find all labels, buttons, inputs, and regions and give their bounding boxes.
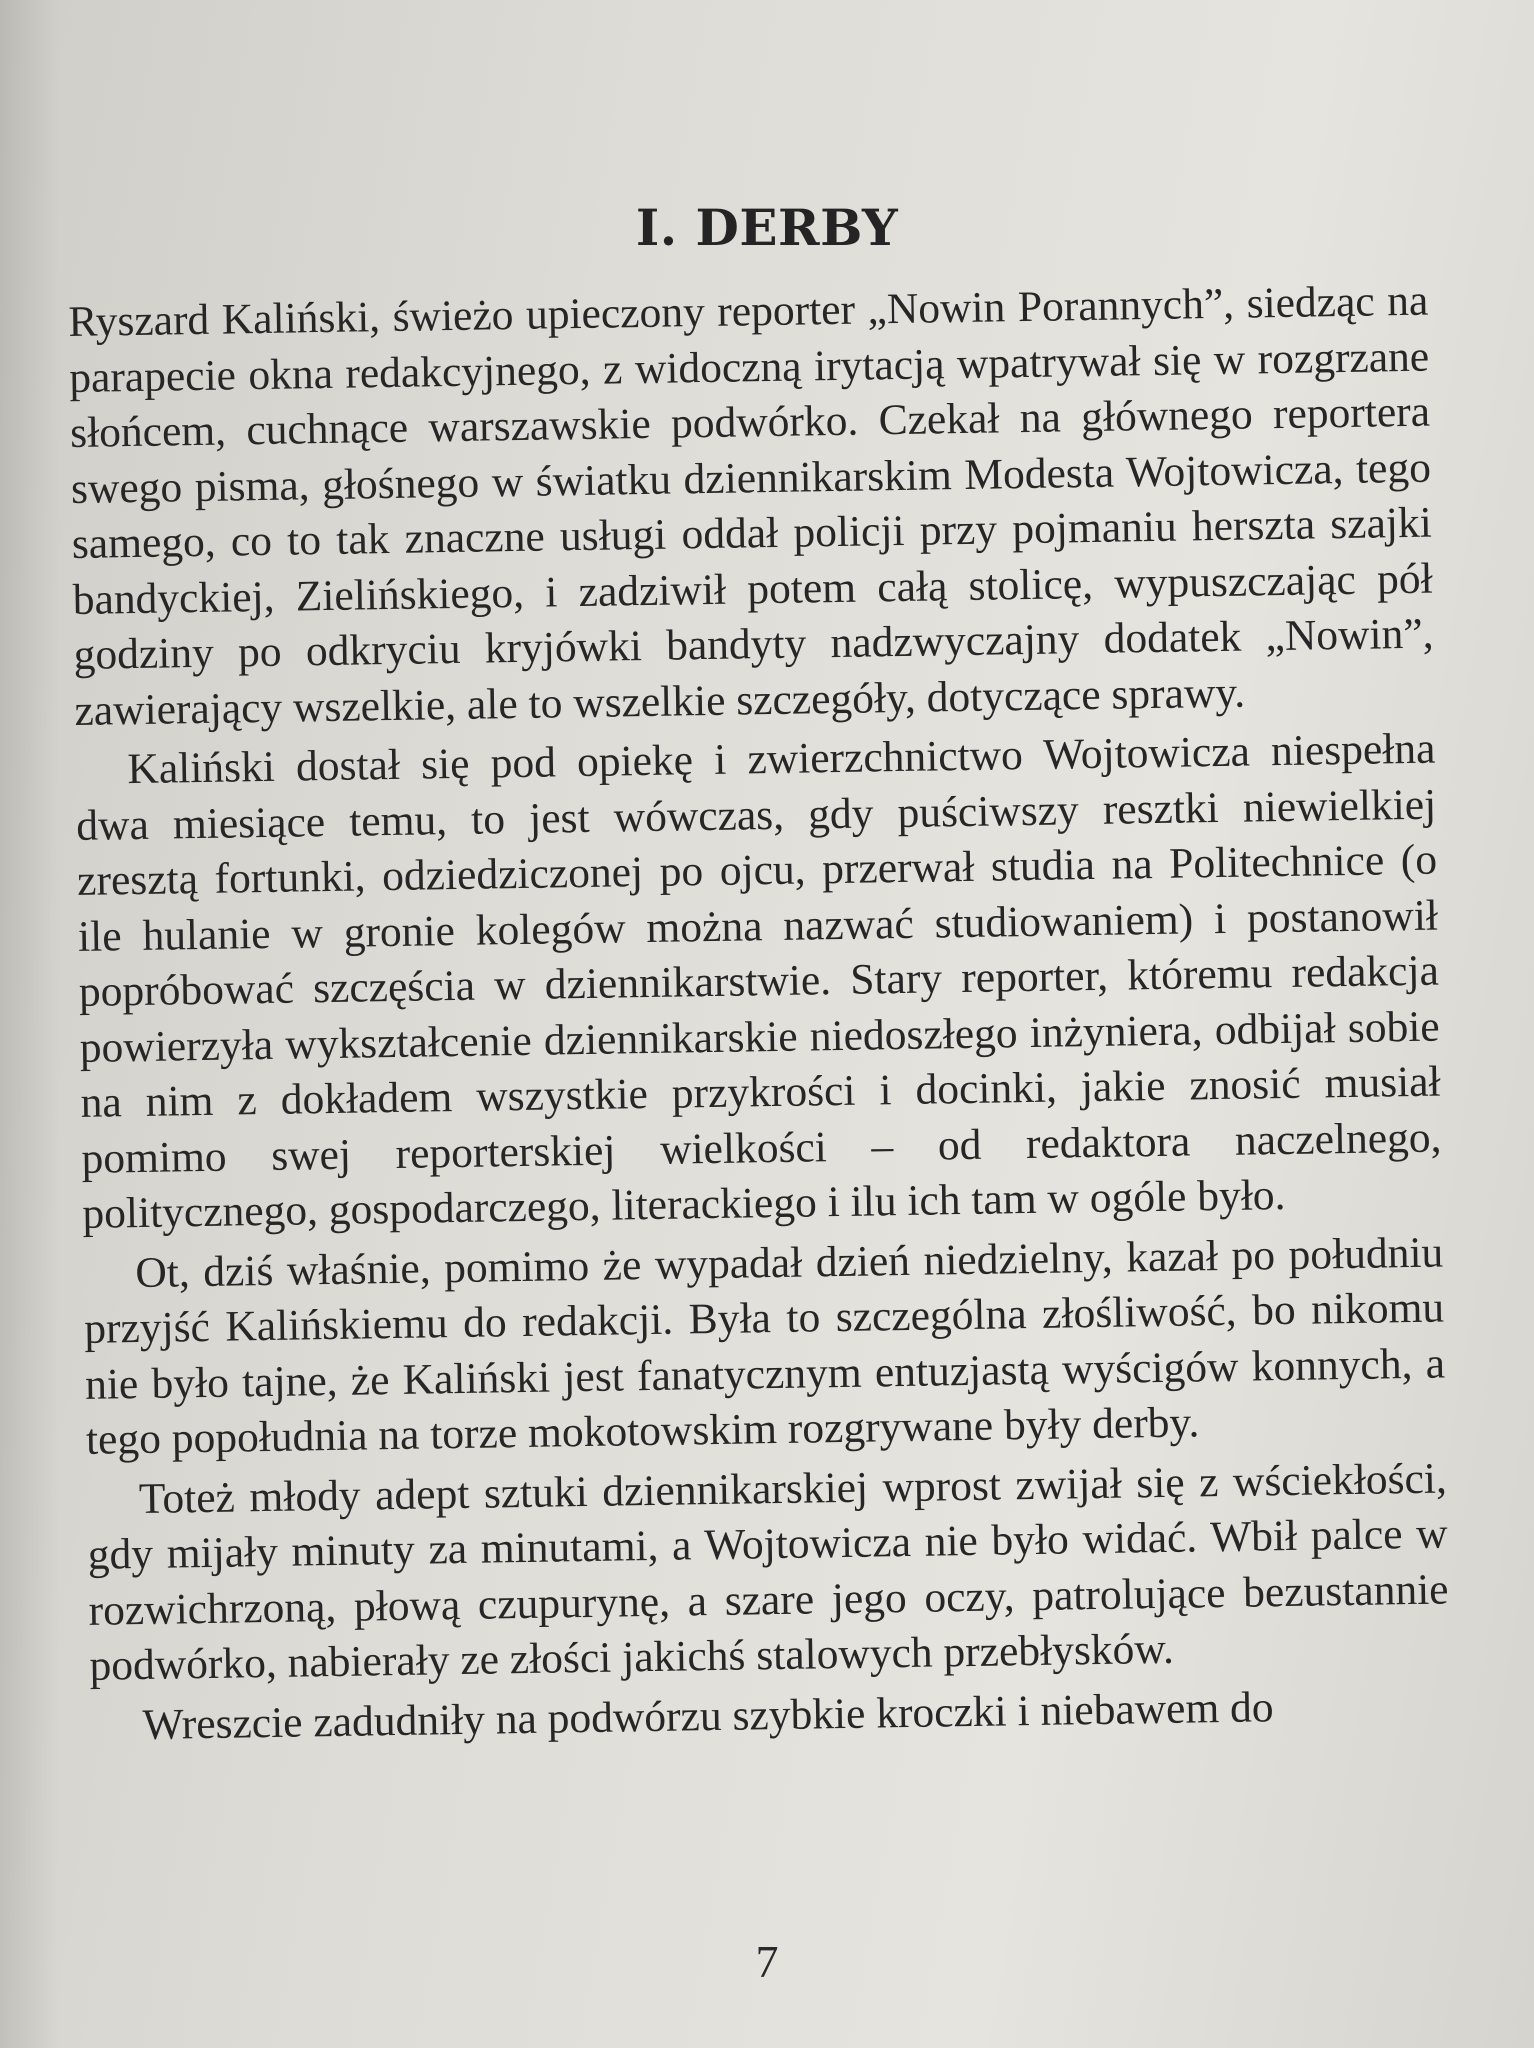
paragraph-4: Toteż młody adept sztuki dziennikarskiej wprost zwijał się z wściekłości, gdy mijały minuty za minutami, a Wojtowicza nie było widać. Wbił palce w rozwichrzoną, płową czupurynę, a szare jego oczy, patrolujące bezustannie podwórko, nabierały ze złości jakichś stalowych przebłysków. — [87, 1453, 1449, 1690]
paragraph-1: Ryszard Kaliński, świeżo upieczony reporter „Nowin Porannych”, siedząc na parapecie okna redakcyjnego, z widoczną irytacją wpatrywał się w rozgrzane słońcem, cuchnące warszawskie podwórko. Czekał na głównego reportera swego pisma, głośnego w światku dziennikarskim Modesta Wojtowicza, tego samego, co to tak znaczne usługi oddał policji przy pojmaniu herszta szajki bandyckiej, Zielińskiego, i zadziwił potem całą stolicę, wypuszczając pół godziny po odkryciu kryjówki bandyty nadzwyczajny dodatek „Nowin”, zawierający wszelkie, ale to wszelkie szczegóły, dotyczące sprawy. — [68, 276, 1434, 735]
page-gutter-shadow — [0, 0, 60, 2048]
page-number: 7 — [755, 1936, 779, 1987]
chapter-title: I. DERBY — [635, 198, 899, 257]
paragraph-5: Wreszcie zadudniły na podwórzu szybkie kroczki i niebawem do — [142, 1682, 1274, 1749]
paragraph-2: Kaliński dostał się pod opiekę i zwierzchnictwo Wojtowicza niespełna dwa miesiące temu, to jest wówczas, gdy puściwszy resztki niewielkiej zresztą fortunki, odziedziczonej po ojcu, przerwał studia na Politechnice (o ile hulanie w gronie kolegów można nazwać studiowaniem) i postanowił popróbować szczęścia w dziennikarstwie. Stary reporter, któremu redakcja powierzyła wykształcenie dziennikarskie niedoszłego inżyniera, odbijał sobie na nim z dokładem wszystkie przykrości i docinki, jakie znosić musiał pomimo swej reporterskiej wielkości – od redaktora naczelnego, politycznego, gospodarczego, literackiego i ilu ich tam w ogóle było. — [75, 724, 1442, 1238]
body-text — [68, 274, 1451, 1758]
paragraph-3: Ot, dziś właśnie, pomimo że wypadał dzień niedzielny, kazał po południu przyjść Kalińskiemu do redakcji. Była to szczególna złośliwość, bo nikomu nie było tajne, że Kaliński jest fanatycznym entuzjastą wyścigów konnych, a tego popołudnia na torze mokotowskim rozgrywane były derby. — [83, 1228, 1446, 1464]
